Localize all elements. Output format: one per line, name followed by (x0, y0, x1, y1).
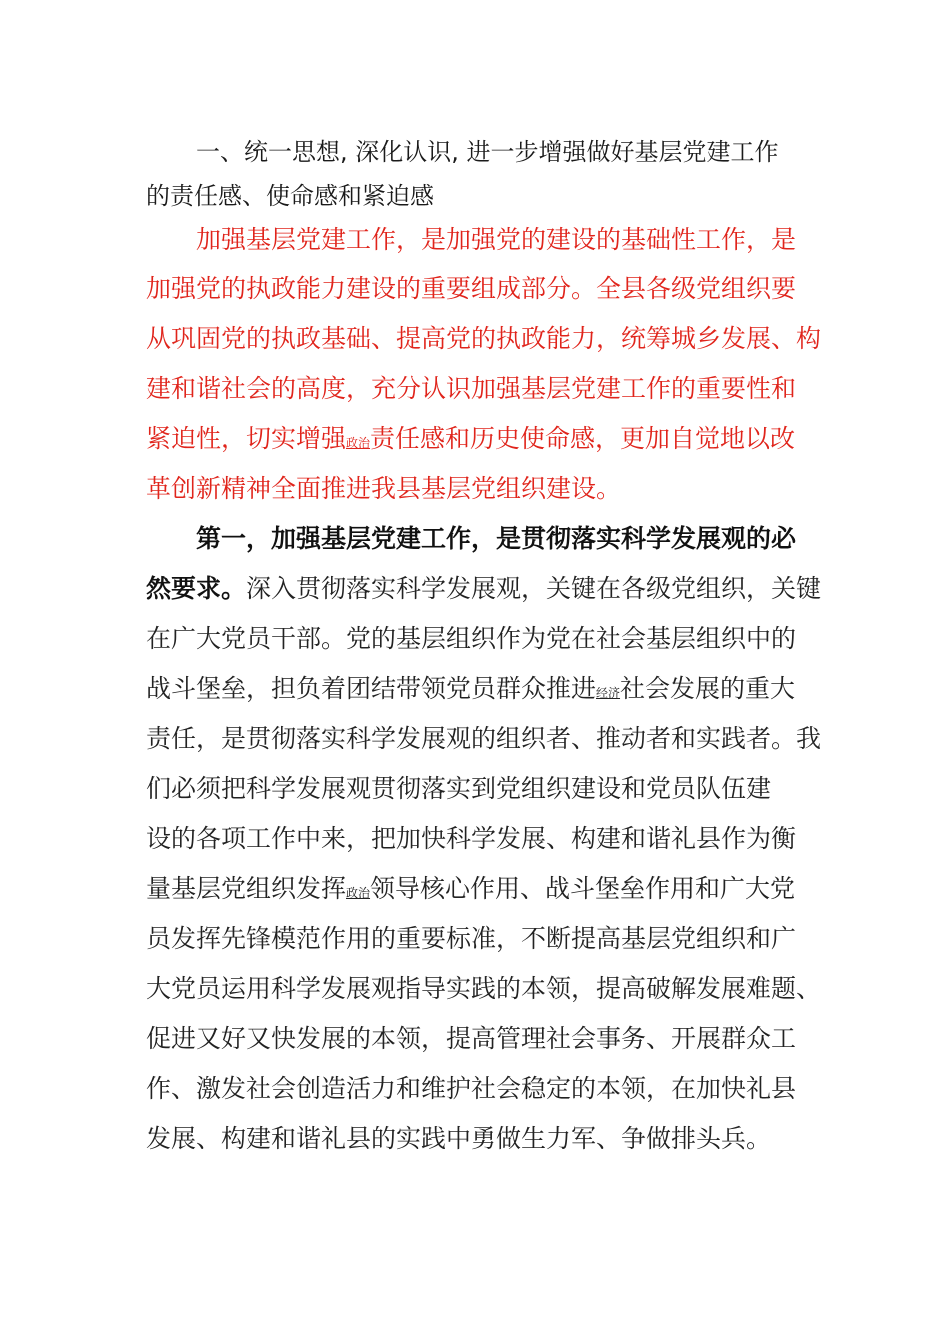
para2-line-3: 在广大党员干部。党的基层组织作为党在社会基层组织中的 (146, 624, 797, 653)
para2-bold-lead-end: 然要求。 (146, 574, 247, 603)
para2-line-10: 大党员运用科学发展观指导实践的本领，提高破解发展难题、 (146, 974, 822, 1003)
para1-line-2: 加强党的执政能力建设的重要组成部分。全县各级党组织要 (146, 274, 797, 303)
para2-line-8-start: 量基层党组织发挥 (146, 874, 347, 903)
para2-line-11: 促进又好又快发展的本领，提高管理社会事务、开展群众工 (146, 1024, 797, 1053)
para2-line-12: 作、激发社会创造活力和维护社会稳定的本领，在加快礼县 (146, 1074, 797, 1103)
section-heading-line-2: 的责任感、使命感和紧迫感 (146, 182, 434, 210)
para2-line-6: 们必须把科学发展观贯彻落实到党组织建设和党员队伍建 (146, 774, 772, 803)
para1-inline-note: 政治 (346, 436, 371, 450)
para2-line-8 (146, 873, 795, 909)
para1-line-6: 革创新精神全面推进我县基层党组织建设。 (146, 474, 622, 503)
para1-line-3: 从巩固党的执政基础、提高党的执政能力，统筹城乡发展、构 (146, 324, 822, 353)
para2-line-2 (146, 573, 821, 605)
para2-line-4-end: 社会发展的重大 (620, 674, 796, 703)
para1-line-5-end: 责任感和历史使命感，更加自觉地以改 (370, 424, 796, 453)
para2-line-4-start: 战斗堡垒，担负着团结带领党员群众推进 (146, 674, 597, 703)
section-heading-line-1: 一、统一思想, 深化认识, 进一步增强做好基层党建工作 (196, 138, 779, 166)
para2-line-13: 发展、构建和谐礼县的实践中勇做生力军、争做排头兵。 (146, 1124, 772, 1153)
para2-line-7: 设的各项工作中来，把加快科学发展、构建和谐礼县作为衡 (146, 824, 797, 853)
para1-line-1: 加强基层党建工作，是加强党的建设的基础性工作，是 (196, 225, 797, 254)
para1-line-4: 建和谐社会的高度，充分认识加强基层党建工作的重要性和 (146, 374, 797, 403)
para2-line-2-rest: 深入贯彻落实科学发展观，关键在各级党组织，关键 (246, 574, 822, 603)
para1-line-5 (146, 423, 795, 459)
para2-line-8-end: 领导核心作用、战斗堡垒作用和广大党 (370, 874, 796, 903)
para2-inline-note-1: 经济 (596, 686, 621, 700)
para2-bold-lead-line-1: 第一，加强基层党建工作，是贯彻落实科学发展观的必 (196, 524, 797, 553)
para2-line-5: 责任，是贯彻落实科学发展观的组织者、推动者和实践者。我 (146, 724, 822, 753)
para1-line-5-start: 紧迫性，切实增强 (146, 424, 347, 453)
para2-line-4 (146, 673, 795, 709)
para2-inline-note-2: 政治 (346, 886, 371, 900)
para2-line-9: 员发挥先锋模范作用的重要标准，不断提高基层党组织和广 (146, 924, 797, 953)
